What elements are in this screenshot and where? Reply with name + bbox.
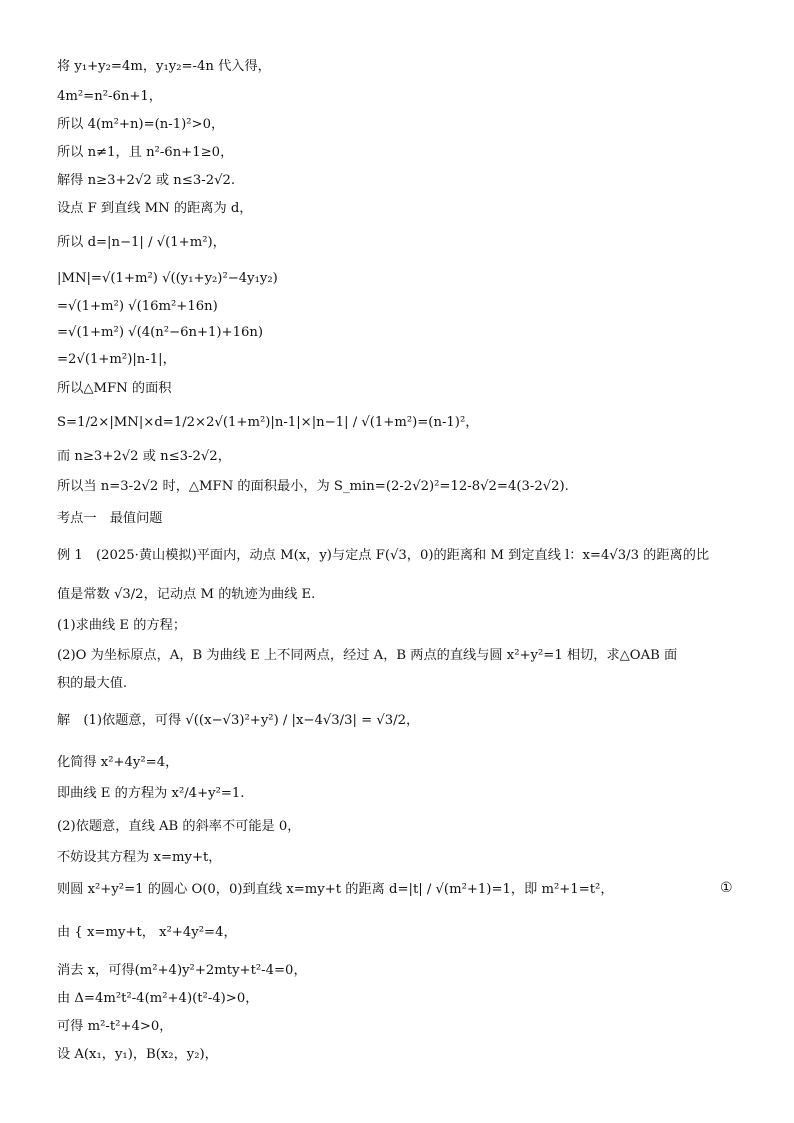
text-line: 而 n≥3+2√2 或 n≤3-2√2， [57,449,231,464]
equation-number: ① [720,880,733,896]
text-line: 不妨设其方程为 x=my+t， [57,850,222,865]
text-line: =√(1+m²) √(16m²+16n) [57,299,218,314]
text-line: 消去 x，可得(m²+4)y²+2mty+t²-4=0， [57,963,307,978]
text-line: 所以 4(m²+n)=(n-1)²>0， [57,117,225,132]
text-line: 所以 d=|n−1| / √(1+m²)， [57,235,226,250]
text-line: 设点 F 到直线 MN 的距离为 d， [57,201,253,216]
text-line: 所以当 n=3-2√2 时，△MFN 的面积最小，为 S_min=(2-2√2)²=12-8√2=4(3-2√2). [57,479,569,494]
section-heading: 考点一 最值问题 [57,511,163,526]
text-line: 由 Δ=4m²t²-4(m²+4)(t²-4)>0， [57,991,259,1006]
text-line: 即曲线 E 的方程为 x²/4+y²=1. [57,786,245,801]
text-line: (1)求曲线 E 的方程； [57,618,187,633]
text-line: 设 A(x₁，y₁)，B(x₂，y₂)， [57,1047,218,1062]
text-line: |MN|=√(1+m²) √((y₁+y₂)²−4y₁y₂) [57,271,278,286]
text-line: 可得 m²-t²+4>0， [57,1019,173,1034]
text-line: 值是常数 √3/2，记动点 M 的轨迹为曲线 E. [57,587,316,602]
text-line: 由 { x=my+t， x²+4y²=4， [57,925,237,940]
text-line: 解得 n≥3+2√2 或 n≤3-2√2. [57,173,236,188]
text-line: 解 (1)依题意，可得 √((x−√3)²+y²) / |x−4√3/3| = √3/2， [57,713,420,728]
text-line: 积的最大值. [57,676,128,691]
text-line: 例 1 (2025·黄山模拟)平面内，动点 M(x，y)与定点 F(√3，0)的距离和 M 到定直线 l：x=4√3/3 的距离的比 [57,548,710,563]
text-line: (2)O 为坐标原点，A，B 为曲线 E 上不同两点，经过 A，B 两点的直线与圆 x²+y²=1 相切，求△OAB 面 [57,648,678,663]
text-line: 所以 n≠1，且 n²-6n+1≥0， [57,145,234,160]
text-line: =2√(1+m²)|n-1|， [57,352,176,367]
text-line: 4m²=n²-6n+1， [57,89,162,104]
text-line: 将 y₁+y₂=4m，y₁y₂=-4n 代入得， [57,59,271,74]
text-line: 所以△MFN 的面积 [57,381,172,396]
text-line: 化简得 x²+4y²=4， [57,755,179,770]
text-line: (2)依题意，直线 AB 的斜率不可能是 0， [57,819,301,834]
text-line: S=1/2×|MN|×d=1/2×2√(1+m²)|n-1|×|n−1| / √(1+m²)=(n-1)²， [57,415,479,430]
text-line: =√(1+m²) √(4(n²−6n+1)+16n) [57,325,264,340]
text-line: 则圆 x²+y²=1 的圆心 O(0，0)到直线 x=my+t 的距离 d=|t| / √(m²+1)=1，即 m²+1=t²， [57,882,614,897]
